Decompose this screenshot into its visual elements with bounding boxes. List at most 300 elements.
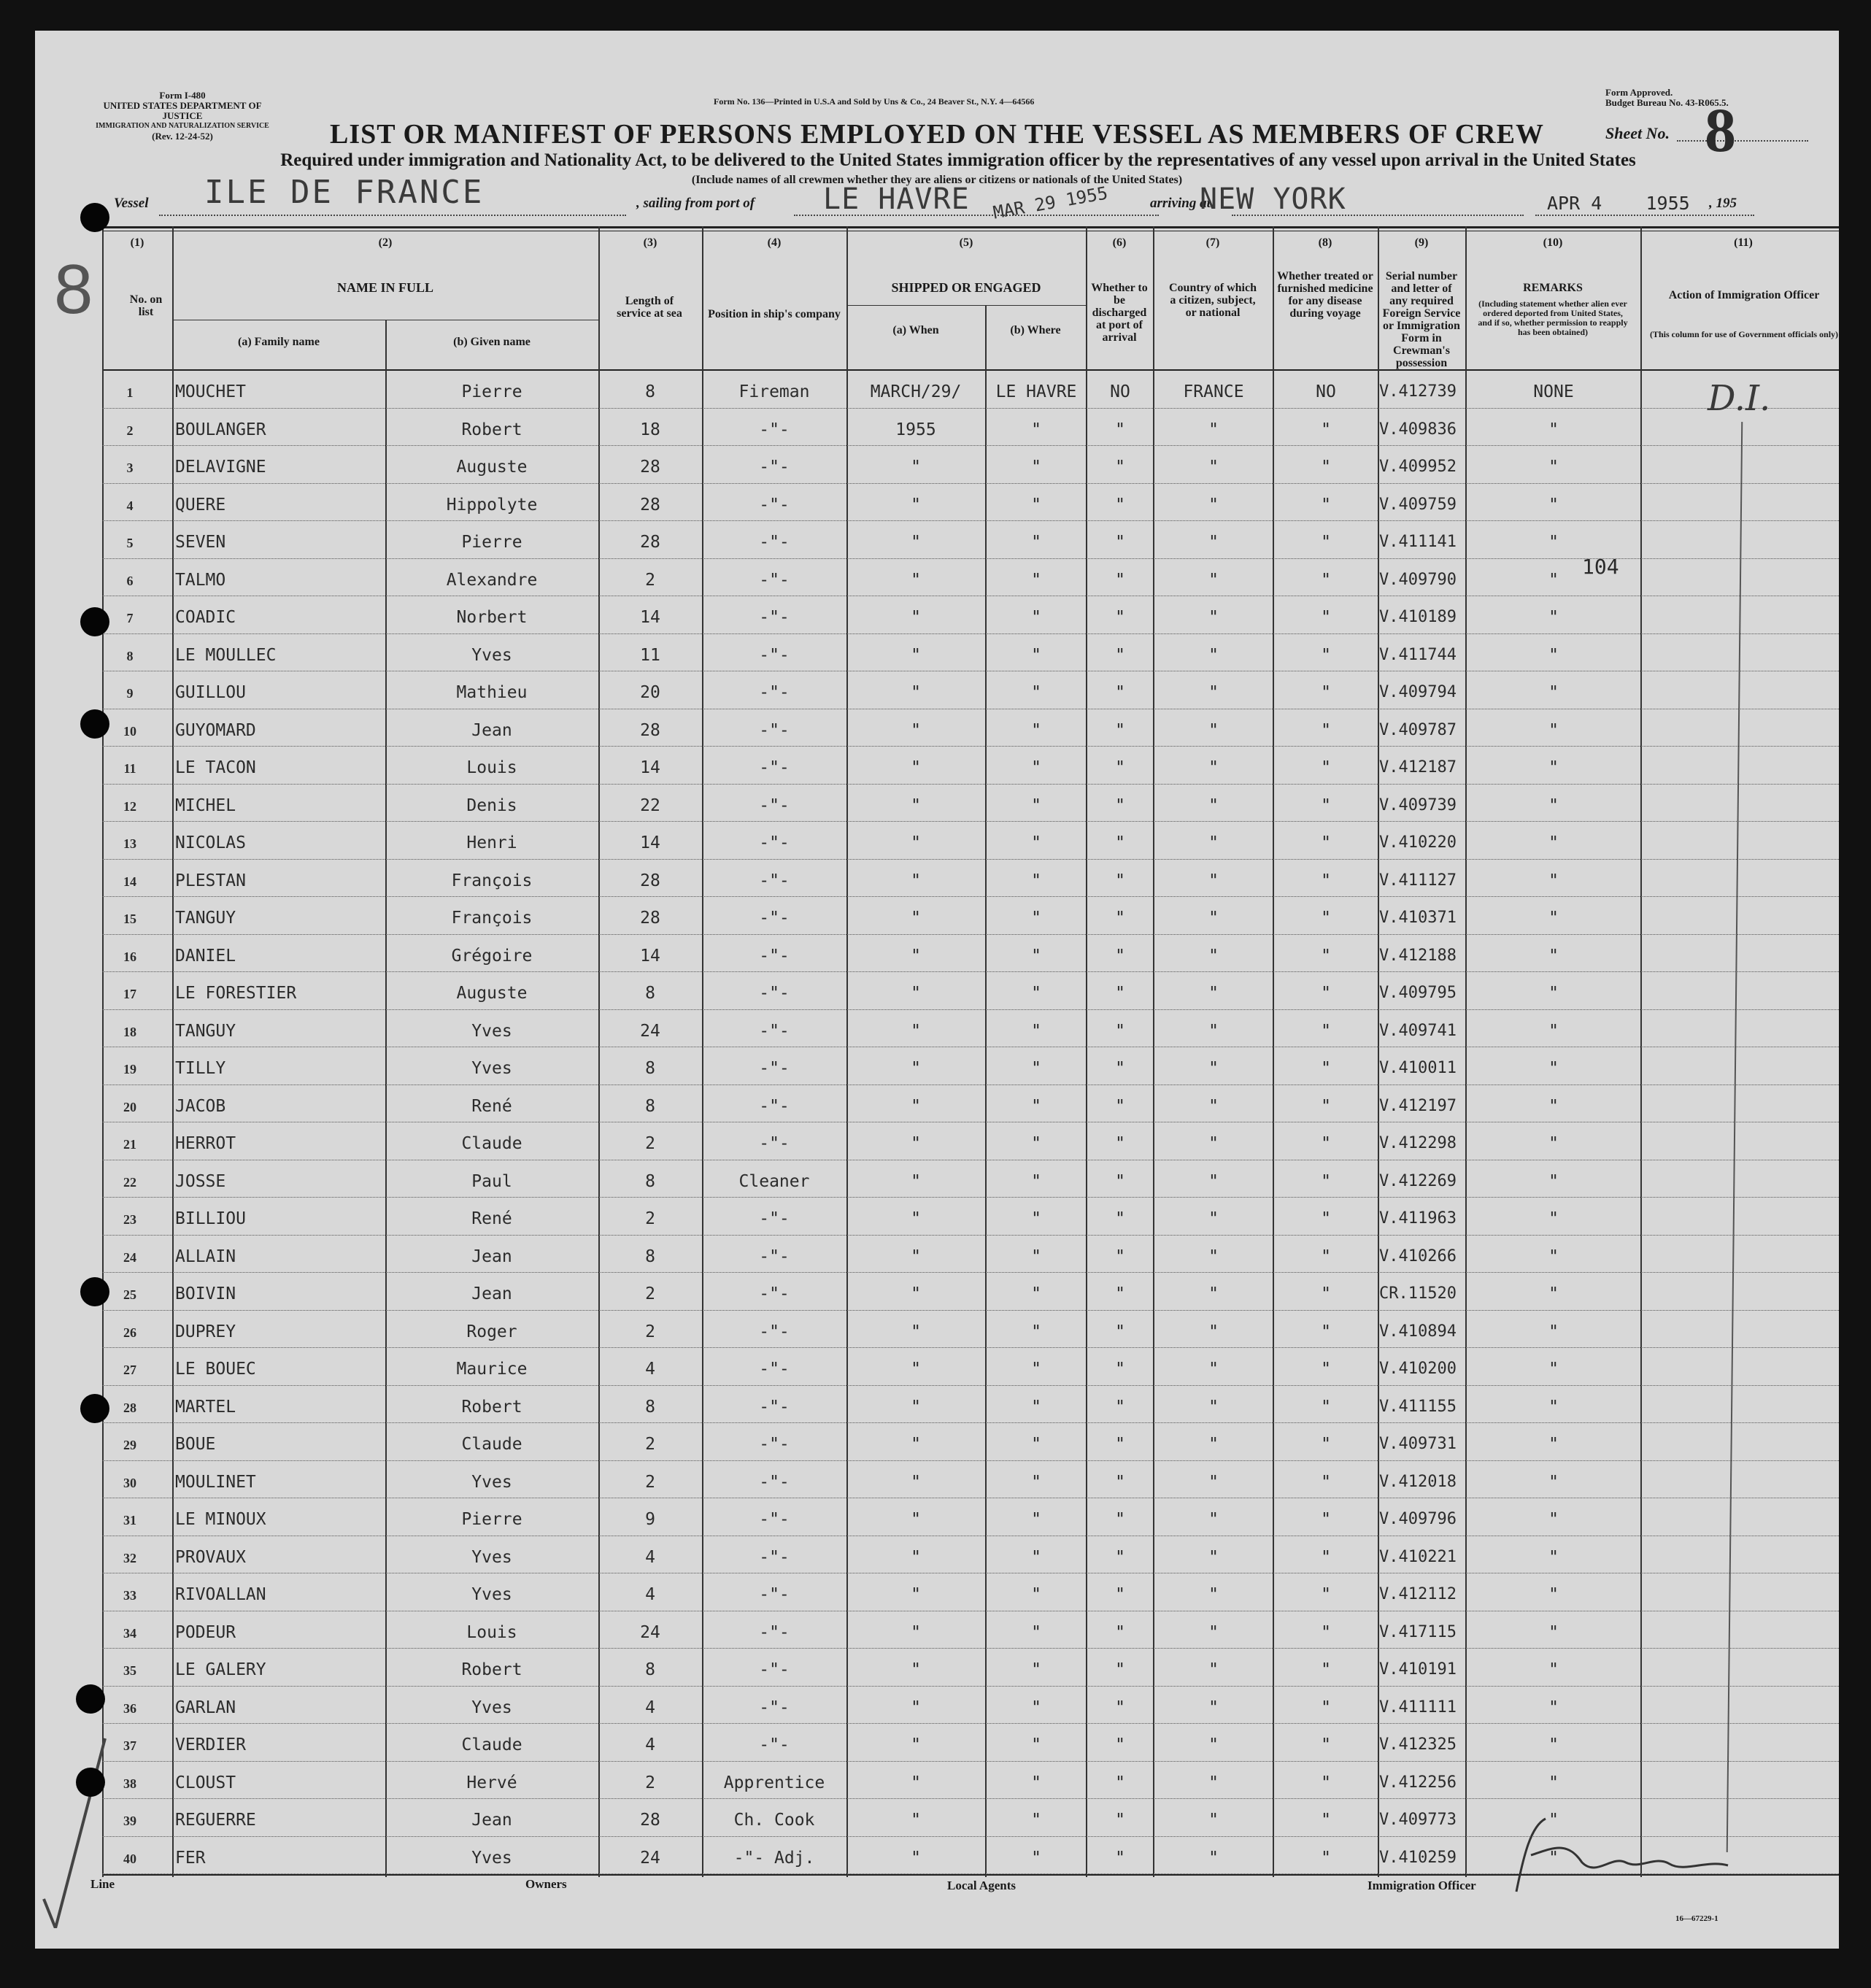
family-name: DUPREY	[175, 1322, 236, 1341]
remarks: "	[1548, 1059, 1559, 1078]
shipped-where: "	[1031, 1773, 1041, 1792]
shipped-where: "	[1031, 720, 1041, 740]
row-number: 12	[123, 798, 136, 814]
shipped-when: "	[911, 458, 921, 477]
shipped-where: "	[1031, 984, 1041, 1003]
family-name: FER	[175, 1848, 206, 1868]
country: "	[1208, 1510, 1219, 1529]
country: "	[1208, 1209, 1219, 1228]
table-row	[102, 897, 1839, 935]
remarks: "	[1548, 458, 1559, 477]
row-number: 25	[123, 1287, 136, 1302]
country: "	[1208, 795, 1219, 815]
shipped-where: "	[1031, 1397, 1041, 1417]
serial-number: V.410191	[1379, 1660, 1457, 1679]
discharged: "	[1115, 984, 1125, 1003]
remarks: "	[1548, 1134, 1559, 1153]
shipped-when: MARCH/29/	[870, 382, 962, 401]
given-name: Jean	[471, 720, 512, 740]
table-row	[102, 822, 1839, 860]
punch-hole	[76, 1768, 105, 1797]
discharged: NO	[1110, 382, 1130, 401]
family-name: GUILLOU	[175, 683, 246, 702]
family-name: VERDIER	[175, 1735, 246, 1754]
given-name: Henri	[466, 833, 517, 852]
medicine: NO	[1316, 382, 1336, 401]
row-number: 38	[123, 1776, 136, 1791]
country: "	[1208, 1021, 1219, 1041]
family-name: LE GALERY	[175, 1660, 266, 1679]
family-name: QUERE	[175, 495, 226, 515]
shipped-where: "	[1031, 1096, 1041, 1116]
family-name: MOULINET	[175, 1472, 256, 1492]
shipped-where: "	[1031, 1322, 1041, 1341]
medicine: "	[1321, 1322, 1331, 1341]
discharged: "	[1115, 1547, 1125, 1567]
medicine: "	[1321, 1209, 1331, 1228]
table-row	[102, 1498, 1839, 1536]
medicine: "	[1321, 495, 1331, 515]
remarks: "	[1548, 1735, 1559, 1754]
discharged: "	[1115, 608, 1125, 627]
position: -"-	[759, 909, 790, 928]
row-number: 34	[123, 1625, 136, 1641]
discharged: "	[1115, 1171, 1125, 1191]
country: "	[1208, 720, 1219, 740]
punch-hole	[80, 1277, 109, 1306]
position: -"-	[759, 1209, 790, 1228]
medicine: "	[1321, 683, 1331, 702]
medicine: "	[1321, 1848, 1331, 1868]
medicine: "	[1321, 1134, 1331, 1153]
row-number: 26	[123, 1325, 136, 1340]
position: -"-	[759, 758, 790, 777]
position: Apprentice	[723, 1773, 825, 1792]
medicine: "	[1321, 1773, 1331, 1792]
length-of-service: 4	[645, 1585, 655, 1604]
medicine: "	[1321, 720, 1331, 740]
length-of-service: 22	[640, 795, 660, 815]
col-head-length: Length of service at sea	[617, 295, 682, 320]
position: -"-	[759, 795, 790, 815]
shipped-where: "	[1031, 1472, 1041, 1492]
given-name: Yves	[471, 1021, 512, 1041]
row-number: 27	[123, 1363, 136, 1377]
country: "	[1208, 1547, 1219, 1567]
discharged: "	[1115, 946, 1125, 966]
family-name: LE TACON	[175, 758, 256, 777]
remarks: "	[1548, 495, 1559, 515]
remarks: "	[1548, 871, 1559, 890]
discharged: "	[1115, 1247, 1125, 1266]
row-number: 24	[123, 1249, 136, 1265]
family-name: PLESTAN	[175, 871, 246, 890]
discharged: "	[1115, 1096, 1125, 1116]
table-row	[102, 1236, 1839, 1274]
shipped-where: "	[1031, 833, 1041, 852]
form-id-line: Form I-480	[159, 90, 206, 101]
shipped-where: "	[1031, 909, 1041, 928]
table-row	[102, 1386, 1839, 1424]
shipped-when: "	[911, 720, 921, 740]
medicine: "	[1321, 1435, 1331, 1454]
remarks: "	[1548, 645, 1559, 665]
remarks: "	[1548, 420, 1559, 439]
shipped-where: "	[1031, 871, 1041, 890]
country: "	[1208, 1134, 1219, 1153]
family-name: NICOLAS	[175, 833, 246, 852]
shipped-when: "	[911, 1096, 921, 1116]
shipped-where: "	[1031, 1059, 1041, 1078]
revision-line: (Rev. 12-24-52)	[152, 131, 213, 142]
remarks: "	[1548, 1096, 1559, 1116]
family-name: MOUCHET	[175, 382, 246, 401]
col-head-remarks: REMARKS	[1523, 282, 1583, 294]
discharged: "	[1115, 495, 1125, 515]
row-number: 19	[123, 1062, 136, 1076]
position: -"-	[759, 720, 790, 740]
shipped-when: "	[911, 984, 921, 1003]
shipped-when: "	[911, 1247, 921, 1266]
length-of-service: 8	[645, 1096, 655, 1116]
serial-number: V.409741	[1379, 1021, 1457, 1040]
given-name: Auguste	[456, 458, 528, 477]
printer-note: Form No. 136—Printed in U.S.A and Sold by Uns & Co., 24 Beaver St., N.Y. 4—64566	[714, 96, 1035, 107]
col-head-where: (b) Where	[1010, 324, 1061, 336]
col-num-1: (1)	[130, 236, 144, 249]
table-row	[102, 1461, 1839, 1499]
table-row	[102, 1085, 1839, 1123]
remarks: "	[1548, 984, 1559, 1003]
shipped-where: "	[1031, 1735, 1041, 1754]
col-num-2: (2)	[378, 236, 393, 249]
serial-number: V.409836	[1379, 420, 1457, 439]
discharged: "	[1115, 1585, 1125, 1604]
col-num-4: (4)	[767, 236, 782, 249]
family-name: REGUERRE	[175, 1811, 256, 1830]
family-name: MARTEL	[175, 1397, 236, 1417]
punch-hole	[80, 607, 109, 636]
shipped-when: "	[911, 1021, 921, 1041]
medicine: "	[1321, 946, 1331, 966]
remarks: "	[1548, 758, 1559, 777]
family-name: BOUE	[175, 1435, 216, 1454]
given-name: René	[471, 1209, 512, 1228]
table-row	[102, 1160, 1839, 1198]
length-of-service: 24	[640, 1021, 660, 1041]
position: Cleaner	[738, 1171, 810, 1191]
length-of-service: 28	[640, 720, 660, 740]
length-of-service: 4	[645, 1735, 655, 1754]
row-number: 3	[126, 461, 134, 475]
col-head-position: Position in ship's company	[708, 308, 841, 320]
serial-number: V.409739	[1379, 795, 1457, 814]
table-row	[102, 935, 1839, 973]
serial-number: V.412187	[1379, 758, 1457, 777]
shipped-where: "	[1031, 1171, 1041, 1191]
serial-number: V.411155	[1379, 1397, 1457, 1416]
remarks: "	[1548, 909, 1559, 928]
remarks: "	[1548, 1247, 1559, 1266]
medicine: "	[1321, 1510, 1331, 1529]
shipped-where: "	[1031, 495, 1041, 515]
medicine: "	[1321, 984, 1331, 1003]
given-name: Hervé	[466, 1773, 517, 1792]
discharged: "	[1115, 1510, 1125, 1529]
family-name: MICHEL	[175, 795, 236, 815]
family-name: LE MINOUX	[175, 1510, 266, 1529]
shipped-when: "	[911, 1735, 921, 1754]
shipped-when: "	[911, 608, 921, 627]
table-row	[102, 785, 1839, 822]
action-mark: D.I.	[1708, 378, 1771, 419]
length-of-service: 20	[640, 683, 660, 702]
remarks: "	[1548, 1848, 1559, 1868]
medicine: "	[1321, 1585, 1331, 1604]
given-name: Alexandre	[446, 570, 538, 590]
sailing-port: LE HAVRE	[823, 182, 970, 216]
shipped-when: "	[911, 1435, 921, 1454]
position: -"-	[759, 608, 790, 627]
medicine: "	[1321, 1397, 1331, 1417]
shipped-where: "	[1031, 608, 1041, 627]
col-num-6: (6)	[1112, 236, 1127, 249]
family-name: LE MOULLEC	[175, 645, 277, 665]
shipped-where: "	[1031, 1360, 1041, 1379]
serial-number: V.412112	[1379, 1585, 1457, 1603]
length-of-service: 14	[640, 608, 660, 627]
medicine: "	[1321, 1059, 1331, 1078]
serial-number: V.410200	[1379, 1360, 1457, 1378]
country: "	[1208, 495, 1219, 515]
position: -"-	[759, 871, 790, 890]
shipped-where: "	[1031, 533, 1041, 552]
form-approved-line: Form Approved.	[1605, 87, 1673, 98]
medicine: "	[1321, 758, 1331, 777]
length-of-service: 8	[645, 382, 655, 401]
position: -"-	[759, 1397, 790, 1417]
length-of-service: 8	[645, 1660, 655, 1679]
given-name: Yves	[471, 1698, 512, 1717]
row-number: 23	[123, 1212, 136, 1227]
length-of-service: 2	[645, 1209, 655, 1228]
discharged: "	[1115, 1848, 1125, 1868]
table-row	[102, 1536, 1839, 1574]
serial-number: V.410011	[1379, 1059, 1457, 1077]
given-name: Norbert	[456, 608, 528, 627]
margin-sheet-number: 8	[54, 250, 93, 328]
country: "	[1208, 1622, 1219, 1642]
col-head-discharged: Whether to be discharged at port of arrival	[1091, 282, 1148, 344]
col-head-serial: Serial number and letter of any required Foreign Service or Immigration Form in Crewman's possession	[1382, 270, 1461, 369]
col-head-family: (a) Family name	[238, 336, 320, 348]
discharged: "	[1115, 1435, 1125, 1454]
given-name: Robert	[461, 1660, 522, 1679]
remarks: "	[1548, 1360, 1559, 1379]
country: "	[1208, 1171, 1219, 1191]
row-number: 28	[123, 1400, 136, 1415]
table-row	[102, 559, 1839, 597]
discharged: "	[1115, 1811, 1125, 1830]
family-name: ALLAIN	[175, 1247, 236, 1266]
length-of-service: 11	[640, 645, 660, 665]
country: "	[1208, 1735, 1219, 1754]
position: -"-	[759, 1510, 790, 1529]
shipped-when: "	[911, 1134, 921, 1153]
row-number: 2	[126, 423, 134, 438]
family-name: TANGUY	[175, 909, 236, 928]
shipped-when: "	[911, 1585, 921, 1604]
length-of-service: 28	[640, 871, 660, 890]
country: "	[1208, 683, 1219, 702]
family-name: DANIEL	[175, 946, 236, 966]
medicine: "	[1321, 795, 1331, 815]
length-of-service: 4	[645, 1360, 655, 1379]
officer-signature	[1502, 1811, 1735, 1899]
medicine: "	[1321, 1284, 1331, 1303]
given-name: Grégoire	[451, 946, 533, 966]
row-number: 29	[123, 1438, 136, 1452]
country: "	[1208, 608, 1219, 627]
shipped-where: "	[1031, 1284, 1041, 1303]
table-row	[102, 409, 1839, 447]
position: -"-	[759, 1360, 790, 1379]
serial-number: V.412739	[1379, 382, 1457, 401]
serial-number: V.410894	[1379, 1322, 1457, 1341]
shipped-where: "	[1031, 458, 1041, 477]
table-row	[102, 1611, 1839, 1649]
discharged: "	[1115, 1660, 1125, 1679]
given-name: Claude	[461, 1735, 522, 1754]
given-name: Louis	[466, 1622, 517, 1642]
arriving-port: NEW YORK	[1200, 182, 1346, 216]
medicine: "	[1321, 420, 1331, 439]
country: "	[1208, 1397, 1219, 1417]
serial-number: CR.11520	[1379, 1284, 1457, 1303]
row-number: 35	[123, 1663, 136, 1678]
country: "	[1208, 984, 1219, 1003]
family-name: GUYOMARD	[175, 720, 256, 740]
position: -"-	[759, 420, 790, 439]
medicine: "	[1321, 1021, 1331, 1041]
shipped-subheader-rule	[846, 305, 1086, 306]
shipped-when: "	[911, 1322, 921, 1341]
row-number: 11	[123, 761, 136, 776]
vessel-label: Vessel	[114, 196, 149, 211]
country: "	[1208, 909, 1219, 928]
given-name: François	[451, 909, 533, 928]
shipped-where: "	[1031, 1510, 1041, 1529]
position: -"-	[759, 458, 790, 477]
country: "	[1208, 1360, 1219, 1379]
shipped-where: "	[1031, 1622, 1041, 1642]
family-name: LE BOUEC	[175, 1360, 256, 1379]
shipped-where: "	[1031, 1848, 1041, 1868]
col-head-given: (b) Given name	[453, 336, 531, 348]
row-number: 40	[123, 1851, 136, 1866]
medicine: "	[1321, 1735, 1331, 1754]
medicine: "	[1321, 1698, 1331, 1717]
shipped-where: "	[1031, 683, 1041, 702]
shipped-when: "	[911, 946, 921, 966]
shipped-when: "	[911, 1472, 921, 1492]
length-of-service: 14	[640, 946, 660, 966]
shipped-when: 1955	[895, 420, 936, 439]
family-name: COADIC	[175, 608, 236, 627]
shipped-where: "	[1031, 1134, 1041, 1153]
discharged: "	[1115, 645, 1125, 665]
family-name: LE FORESTIER	[175, 984, 297, 1003]
row-number: 33	[123, 1588, 136, 1603]
shipped-where: "	[1031, 570, 1041, 590]
discharged: "	[1115, 1059, 1125, 1078]
col-num-10: (10)	[1543, 236, 1563, 249]
country: "	[1208, 758, 1219, 777]
serial-number: V.411744	[1379, 645, 1457, 664]
position: -"-	[759, 1322, 790, 1341]
discharged: "	[1115, 1472, 1125, 1492]
row-number: 30	[123, 1475, 136, 1490]
given-name: Jean	[471, 1284, 512, 1303]
medicine: "	[1321, 1096, 1331, 1116]
shipped-where: "	[1031, 645, 1041, 665]
col-head-remarks-note: (Including statement whether alien ever ordered deported from United States, and if so, whether permission to reapply has been obtained)	[1478, 298, 1628, 337]
length-of-service: 24	[640, 1848, 660, 1868]
table-top-rule	[102, 226, 1839, 228]
given-name: Pierre	[461, 1510, 522, 1529]
serial-number: V.410189	[1379, 608, 1457, 626]
discharged: "	[1115, 533, 1125, 552]
length-of-service: 8	[645, 1171, 655, 1191]
country: "	[1208, 871, 1219, 890]
length-of-service: 8	[645, 1059, 655, 1078]
discharged: "	[1115, 458, 1125, 477]
serial-number: V.409790	[1379, 570, 1457, 589]
remarks: "	[1548, 1472, 1559, 1492]
country: FRANCE	[1183, 382, 1244, 401]
row-number: 18	[123, 1024, 136, 1039]
table-row	[102, 709, 1839, 747]
col-head-shipped: SHIPPED OR ENGAGED	[891, 280, 1041, 295]
country: "	[1208, 1322, 1219, 1341]
shipped-where: "	[1031, 1698, 1041, 1717]
length-of-service: 4	[645, 1698, 655, 1717]
crew-table	[102, 226, 1839, 1877]
family-name: SEVEN	[175, 533, 226, 552]
include-note: (Include names of all crewmen whether they are aliens or citizens or nationals of the United States)	[691, 174, 1183, 186]
family-name: RIVOALLAN	[175, 1585, 266, 1604]
given-name: Yves	[471, 1547, 512, 1567]
shipped-when: "	[911, 1698, 921, 1717]
given-name: Jean	[471, 1811, 512, 1830]
arriving-label: arriving at	[1150, 196, 1211, 211]
length-of-service: 2	[645, 570, 655, 590]
serial-number: V.412018	[1379, 1472, 1457, 1491]
country: "	[1208, 533, 1219, 552]
family-name: BOULANGER	[175, 420, 266, 439]
row-number: 5	[126, 536, 134, 550]
budget-bureau-line: Budget Bureau No. 43-R065.5.	[1605, 97, 1729, 108]
position: -"-	[759, 1021, 790, 1041]
position: -"-	[759, 1547, 790, 1567]
row-number: 37	[123, 1738, 136, 1753]
position: -"-	[759, 1622, 790, 1642]
family-name: BOIVIN	[175, 1284, 236, 1303]
shipped-where: "	[1031, 758, 1041, 777]
country: "	[1208, 1096, 1219, 1116]
department-line: UNITED STATES DEPARTMENT OF JUSTICE	[103, 100, 262, 121]
length-of-service: 9	[645, 1510, 655, 1529]
